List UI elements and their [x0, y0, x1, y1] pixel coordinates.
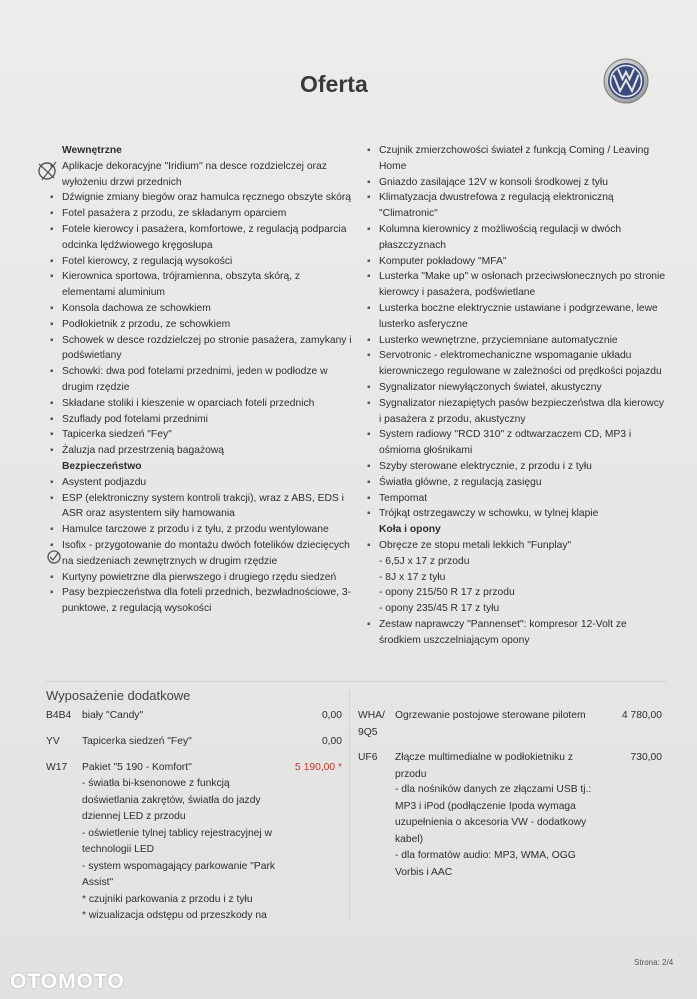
extra-row	[358, 708, 662, 750]
page-title: Oferta	[300, 71, 368, 97]
extras-column-divider	[349, 690, 350, 920]
feature-item: - opony 215/50 R 17 z przodu	[379, 587, 515, 599]
extra-sub-item: - system wspomagający parkowanie "Park Assist"	[82, 860, 276, 888]
extra-code: W17	[46, 762, 68, 773]
extra-price: 4 780,00	[621, 710, 662, 721]
feature-item: ▪ Lusterka boczne elektrycznie ustawiane i podgrzewane, lewe lusterko asferyczne	[363, 301, 668, 333]
feature-item: - opony 235/45 R 17 z tyłu	[379, 603, 500, 615]
extra-sub-list	[46, 760, 282, 925]
section-heading: Koła i opony	[379, 524, 441, 536]
extra-sub-item: * wizualizacja odstępu od przeszkody na	[82, 910, 267, 921]
feature-item: ▪ Aplikacje dekoracyjne "Iridium" na desce rozdzielczej oraz wyłożeniu drzwi przednich	[46, 159, 354, 191]
feature-item: ▪ System radiowy "RCD 310" z odtwarzaczem CD, MP3 i ośmioma głośnikami	[363, 427, 668, 459]
feature-item: ▪ Lusterko wewnętrzne, przyciemniane automatycznie	[363, 333, 668, 349]
feature-item: ▪ Szyby sterowane elektrycznie, z przodu i z tyłu	[363, 459, 668, 475]
left-feature-list	[46, 143, 354, 617]
feature-item: ▪ Klimatyzacja dwustrefowa z regulacją elektroniczną "Climatronic"	[363, 190, 668, 222]
page-number: Strona: 2/4	[634, 958, 674, 967]
feature-item: ▪ Schowek w desce rozdzielczej po stronie pasażera, zamykany i podświetlany	[46, 333, 354, 365]
feature-item: ▪ Pasy bezpieczeństwa dla foteli przednich, bezwładnościowe, 3-punktowe, z regulacją wysokości	[46, 585, 354, 617]
feature-item: ▪ Obręcze ze stopu metali lekkich "Funplay"	[363, 538, 668, 554]
extra-row	[46, 734, 346, 760]
extra-price: 0,00	[321, 736, 342, 747]
feature-item: ▪ Światła główne, z regulacją zasięgu	[363, 475, 668, 491]
feature-item: - 8J x 17 z tyłu	[379, 571, 446, 583]
feature-item: ▪ Składane stoliki i kieszenie w oparciach foteli przednich	[46, 396, 354, 412]
extra-sub-item: - oświetlenie tylnej tablicy rejestracyjnej w technologii LED	[82, 827, 272, 855]
feature-item: ▪ Hamulce tarczowe z przodu i z tyłu, z przodu wentylowane	[46, 522, 354, 538]
section-heading: Wewnętrzne	[62, 145, 122, 156]
extra-row	[358, 750, 662, 881]
watermark: OTOMOTO	[10, 970, 125, 993]
extra-desc: Złącze multimedialne w podłokietniku z przodu	[395, 752, 573, 780]
feature-item: ▪ Żaluzja nad przestrzenią bagażową	[46, 443, 354, 459]
section-divider	[46, 681, 666, 682]
feature-item: ▪ Gniazdo zasilające 12V w konsoli środkowej z tyłu	[363, 175, 668, 191]
feature-item: ▪ Podłokietnik z przodu, ze schowkiem	[46, 317, 354, 333]
feature-item: ▪ Asystent podjazdu	[46, 475, 354, 491]
extra-code: B4B4	[46, 710, 72, 721]
feature-item: ▪ Trójkąt ostrzegawczy w schowku, w tylnej klapie	[363, 506, 668, 522]
handwritten-mark-icon	[34, 158, 62, 184]
extra-desc: biały "Candy"	[82, 710, 144, 721]
handwritten-check-icon	[46, 550, 62, 564]
feature-item: ▪ Lusterka "Make up" w osłonach przeciwsłonecznych po stronie kierowcy i pasażera, podświetlane	[363, 269, 668, 301]
feature-item: ▪ Sygnalizator niezapiętych pasów bezpieczeństwa dla kierowcy i pasażera z przodu, akustyczny	[363, 396, 668, 428]
feature-item: ▪ Servotronic - elektromechaniczne wspomaganie układu kierowniczego regulowane w zależności od prędkości pojazdu	[363, 348, 668, 380]
feature-item: ▪ Isofix - przygotowanie do montażu dwóch fotelików dziecięcych na siedzeniach zewnętrznych w drugim rzędzie	[46, 538, 354, 570]
feature-item: ▪ Schowki: dwa pod fotelami przednimi, jeden w podłodze w drugim rzędzie	[46, 364, 354, 396]
extra-code: WHA/ 9Q5	[358, 710, 385, 738]
extras-left	[46, 708, 346, 925]
extra-code: UF6	[358, 752, 378, 763]
feature-item: ▪ Szuflady pod fotelami przednimi	[46, 412, 354, 428]
extra-desc: Ogrzewanie postojowe sterowane pilotem	[395, 710, 586, 721]
vw-logo-icon	[603, 58, 649, 104]
feature-item: ▪ Sygnalizator niewyłączonych świateł, akustyczny	[363, 380, 668, 396]
right-feature-list	[363, 143, 668, 649]
extra-sub-item: - światła bi-ksenonowe z funkcją doświetlania zakrętów, światła do jazdy dziennej LED z przodu	[82, 778, 261, 822]
extra-sub-item: * czujniki parkowania z przodu i z tyłu	[82, 893, 253, 905]
feature-item: ▪ Kurtyny powietrzne dla pierwszego i drugiego rzędu siedzeń	[46, 570, 354, 586]
extra-price: 730,00	[630, 752, 662, 763]
feature-item: ▪ Tempomat	[363, 491, 668, 507]
feature-item: ▪ Kierownica sportowa, trójramienna, obszyta skórą, z elementami aluminium	[46, 269, 354, 301]
extra-sub-item: - dla formatów audio: MP3, WMA, OGG Vorbis i AAC	[395, 850, 576, 878]
feature-item: ▪ Kolumna kierownicy z możliwością regulacji w dwóch płaszczyznach	[363, 222, 668, 254]
extra-row	[46, 760, 346, 925]
section-heading: Bezpieczeństwo	[62, 460, 142, 472]
feature-item: ▪ Zestaw naprawczy "Pannenset": kompresor 12-Volt ze środkiem uszczelniającym opony	[363, 617, 668, 649]
feature-item: ▪ Dźwignie zmiany biegów oraz hamulca ręcznego obszyte skórą	[46, 190, 354, 206]
feature-item: ▪ Fotele kierowcy i pasażera, komfortowe, z regulacją podparcia odcinka lędźwiowego kręgosłupa	[46, 222, 354, 254]
extra-code: YV	[46, 736, 60, 747]
feature-item: ▪ Komputer pokładowy "MFA"	[363, 254, 668, 270]
extra-desc: Pakiet "5 190 - Komfort"	[82, 762, 192, 773]
extra-price: 0,00	[321, 710, 342, 721]
feature-item: ▪ Konsola dachowa ze schowkiem	[46, 301, 354, 317]
feature-item: ▪ Czujnik zmierzchowości świateł z funkcją Coming / Leaving Home	[363, 143, 668, 175]
extra-desc: Tapicerka siedzeń "Fey"	[82, 736, 192, 747]
extra-row	[46, 708, 346, 734]
feature-item: ▪ ESP (elektroniczny system kontroli trakcji), wraz z ABS, EDS i ASR oraz asystentem siły hamowania	[46, 491, 354, 523]
extra-sub-item: - dla nośników danych ze złączami USB tj.: MP3 i iPod (podłączenie Ipoda wymaga uzupełnienia o akcesoria VW - dodatkowy kabel)	[395, 784, 592, 845]
extras-right	[358, 708, 662, 881]
feature-item: - 6,5J x 17 z przodu	[379, 555, 470, 567]
extras-title: Wyposażenie dodatkowe	[46, 688, 191, 703]
extra-price: 5 190,00 *	[295, 762, 342, 773]
feature-item: ▪ Fotel kierowcy, z regulacją wysokości	[46, 254, 354, 270]
feature-item: ▪ Fotel pasażera z przodu, ze składanym oparciem	[46, 206, 354, 222]
feature-item: ▪ Tapicerka siedzeń "Fey"	[46, 427, 354, 443]
